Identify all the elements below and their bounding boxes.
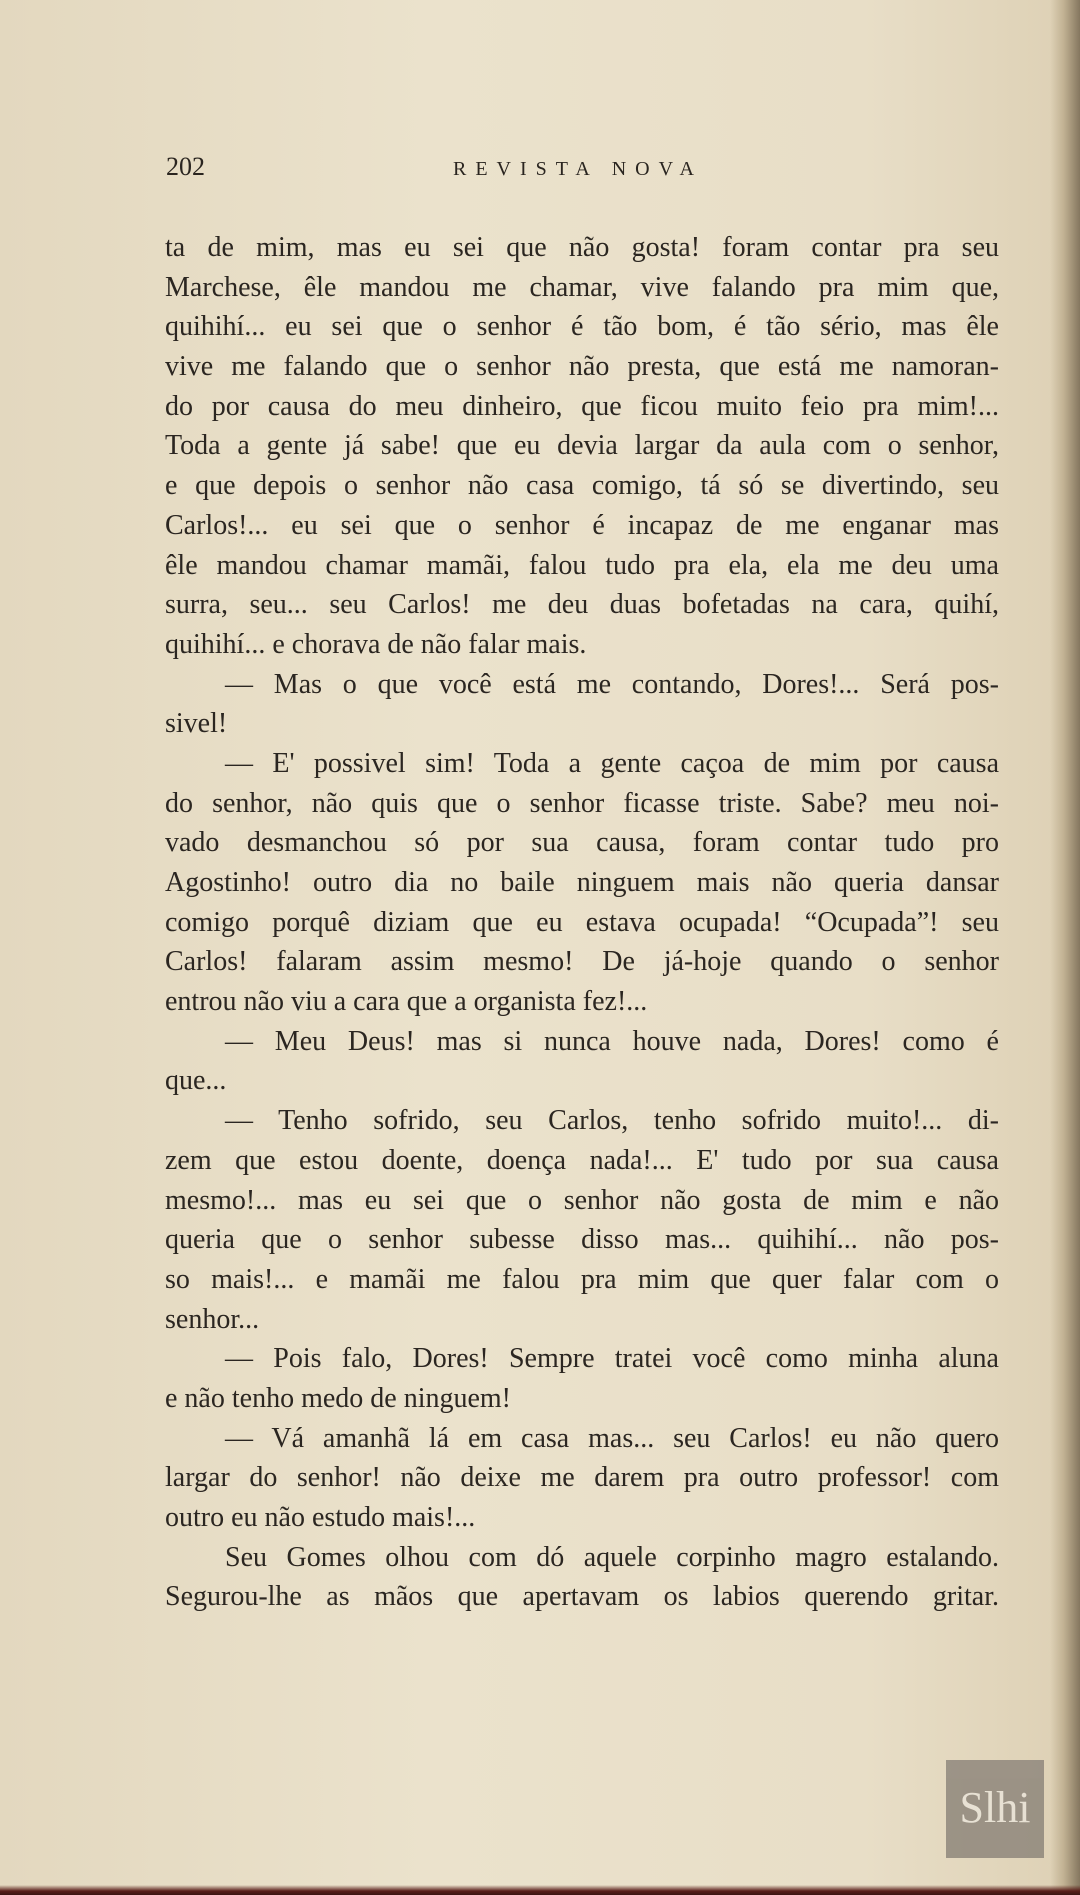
text-line: senhor... <box>165 1303 260 1335</box>
text-line: — Mas o que você está me contando, Dores!... Será pos- <box>225 668 999 700</box>
text-line: queria que o senhor subesse disso mas... quihihí... não pos- <box>165 1224 999 1256</box>
body-text <box>165 228 999 1617</box>
stamp-text: Slhi <box>959 1783 1031 1832</box>
page-header <box>166 152 1006 192</box>
library-stamp-logo <box>946 1760 1044 1858</box>
text-line: — Meu Deus! mas si nunca houve nada, Dores! como é <box>225 1025 999 1057</box>
text-line: e não tenho medo de ninguem! <box>165 1382 512 1414</box>
page-bottom-edge <box>0 1885 1080 1895</box>
running-head: REVISTA NOVA <box>453 158 703 180</box>
text-line: Segurou-lhe as mãos que apertavam os labios querendo gritar. <box>165 1581 999 1613</box>
text-line: êle mandou chamar mamãi, falou tudo pra ela, ela me deu uma <box>165 549 999 581</box>
text-line: Seu Gomes olhou com dó aquele corpinho magro estalando. <box>225 1541 999 1573</box>
text-line: que... <box>165 1065 227 1097</box>
text-line: mesmo!... mas eu sei que o senhor não gosta de mim e não <box>165 1184 999 1216</box>
text-line: ta de mim, mas eu sei que não gosta! foram contar pra seu <box>165 232 999 263</box>
text-line: Agostinho! outro dia no baile ninguem mais não queria dansar <box>165 867 999 898</box>
text-line: quihihí... eu sei que o senhor é tão bom, é tão sério, mas êle <box>165 311 999 343</box>
page-number: 202 <box>166 152 205 181</box>
text-line: entrou não viu a cara que a organista fez!... <box>165 986 648 1018</box>
text-line: do por causa do meu dinheiro, que ficou muito feio pra mim!... <box>165 390 999 422</box>
text-line: comigo porquê diziam que eu estava ocupada! “Ocupada”! seu <box>165 906 999 938</box>
text-line: outro eu não estudo mais!... <box>165 1502 476 1533</box>
text-line: Carlos! falaram assim mesmo! De já-hoje quando o senhor <box>165 946 999 978</box>
text-line: sivel! <box>165 708 228 740</box>
text-line: e que depois o senhor não casa comigo, tá só se divertindo, seu <box>165 470 999 502</box>
text-line: quihihí... e chorava de não falar mais. <box>165 628 587 660</box>
text-line: Carlos!... eu sei que o senhor é incapaz de me enganar mas <box>165 509 999 541</box>
text-line: vive me falando que o senhor não presta, que está me namoran- <box>165 351 999 383</box>
text-line: — Tenho sofrido, seu Carlos, tenho sofrido muito!... di- <box>225 1105 999 1137</box>
text-line: — Pois falo, Dores! Sempre tratei você como minha aluna <box>225 1343 999 1375</box>
text-line: vado desmanchou só por sua causa, foram contar tudo pro <box>165 827 999 859</box>
text-line: do senhor, não quis que o senhor ficasse triste. Sabe? meu noi- <box>165 787 999 819</box>
text-line: largar do senhor! não deixe me darem pra outro professor! com <box>165 1462 999 1494</box>
text-line: surra, seu... seu Carlos! me deu duas bofetadas na cara, quihí, <box>165 589 999 621</box>
text-line: — E' possivel sim! Toda a gente caçoa de mim por causa <box>225 747 999 779</box>
text-line: Marchese, êle mandou me chamar, vive falando pra mim que, <box>165 271 999 303</box>
text-line: — Vá amanhã lá em casa mas... seu Carlos! eu não quero <box>225 1422 999 1454</box>
text-line: so mais!... e mamãi me falou pra mim que quer falar com o <box>165 1263 999 1295</box>
text-line: zem que estou doente, doença nada!... E' tudo por sua causa <box>165 1144 999 1176</box>
text-line: Toda a gente já sabe! que eu devia largar da aula com o senhor, <box>165 430 999 462</box>
page-edge-shadow <box>1050 0 1080 1895</box>
